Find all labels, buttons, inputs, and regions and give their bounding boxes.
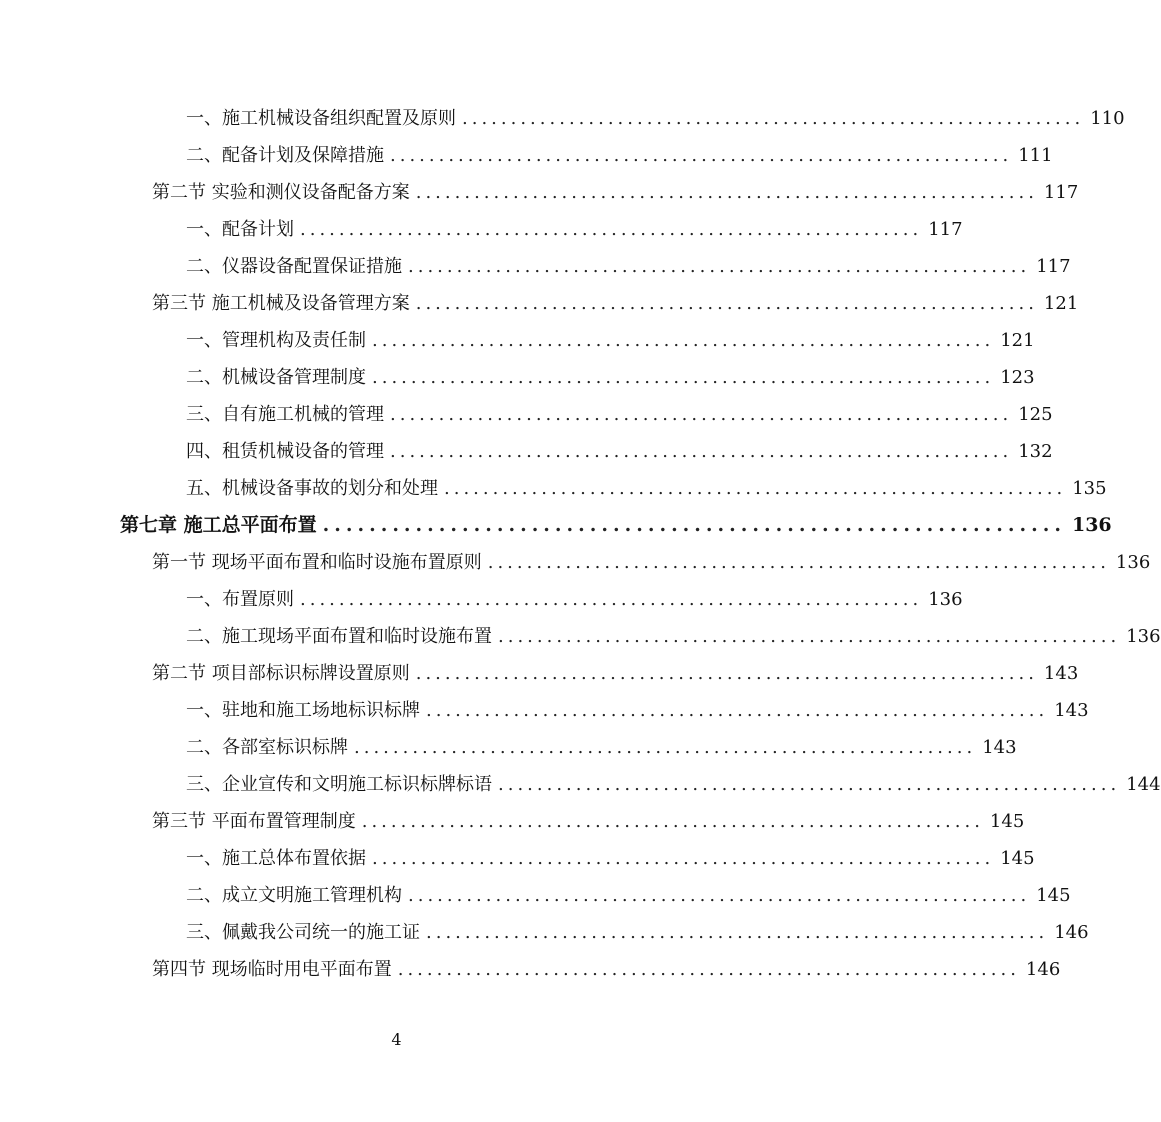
toc-entry-page: 143 [1043,663,1079,684]
dot-leader: ................................................................ [372,848,995,869]
toc-entry[interactable] [186,433,1053,470]
page-number: 4 [391,1030,402,1049]
dot-leader: ................................................................ [498,774,1121,795]
toc-entry[interactable] [186,729,1017,766]
toc-entry-title: 二、机械设备管理制度 [186,367,366,388]
toc-entry-page: 117 [928,219,963,240]
toc-entry[interactable] [186,137,1053,174]
toc-entry-title: 五、机械设备事故的划分和处理 [186,478,438,499]
dot-leader: ................................................................ [415,663,1038,684]
dot-leader: ................................................................ [408,885,1031,906]
toc-entry[interactable] [152,951,1061,988]
toc-entry-page: 146 [1054,922,1089,943]
toc-entry-page: 117 [1043,182,1079,203]
toc-entry-title: 第三节 平面布置管理制度 [152,811,356,832]
toc-chapter-entry[interactable] [120,507,1112,544]
toc-entry-page: 143 [1054,700,1089,721]
toc-entry[interactable] [186,618,1161,655]
toc-entry-title: 一、布置原则 [186,589,294,610]
toc-entry[interactable] [186,322,1035,359]
toc-entry-page: 125 [1018,404,1053,425]
toc-entry[interactable] [186,359,1035,396]
toc-entry[interactable] [152,803,1025,840]
toc-entry-title: 第四节 现场临时用电平面布置 [152,959,392,980]
dot-leader: ................................................................ [390,145,1013,166]
dot-leader: ................................................................ [415,293,1038,314]
toc-entry[interactable] [186,470,1107,507]
toc-entry-title: 第七章 施工总平面布置 [120,514,317,536]
toc-entry-page: 110 [1090,108,1125,129]
toc-entry-page: 111 [1018,145,1053,166]
dot-leader: ................................................................ [322,514,1066,536]
toc-entry-title: 二、配备计划及保障措施 [186,145,384,166]
toc-entry-title: 二、各部室标识标牌 [186,737,348,758]
toc-entry-title: 三、自有施工机械的管理 [186,404,384,425]
dot-leader: ................................................................ [390,441,1013,462]
toc-entry-title: 四、租赁机械设备的管理 [186,441,384,462]
toc-entry-page: 145 [1000,848,1035,869]
toc-entry[interactable] [186,692,1089,729]
toc-entry[interactable] [186,581,963,618]
toc-entry-page: 143 [982,737,1017,758]
dot-leader: ................................................................ [372,367,995,388]
toc-entry-title: 一、配备计划 [186,219,294,240]
toc-entry-page: 117 [1036,256,1071,277]
toc-entry-title: 三、佩戴我公司统一的施工证 [186,922,420,943]
toc-entry-title: 二、仪器设备配置保证措施 [186,256,402,277]
toc-entry[interactable] [152,285,1079,322]
dot-leader: ................................................................ [408,256,1031,277]
toc-entry-title: 二、成立文明施工管理机构 [186,885,402,906]
dot-leader: ................................................................ [372,330,995,351]
toc-entry-page: 136 [1126,626,1161,647]
dot-leader: ................................................................ [498,626,1121,647]
dot-leader: ................................................................ [487,552,1110,573]
toc-entry-title: 第二节 项目部标识标牌设置原则 [152,663,410,684]
toc-entry-page: 136 [1071,514,1112,536]
toc-entry-title: 三、企业宣传和文明施工标识标牌标语 [186,774,492,795]
toc-entry[interactable] [152,174,1079,211]
toc-entry-page: 123 [1000,367,1035,388]
toc-entry-title: 一、管理机构及责任制 [186,330,366,351]
toc-entry-title: 一、施工总体布置依据 [186,848,366,869]
toc-entry-page: 121 [1000,330,1035,351]
toc-entry-page: 146 [1025,959,1061,980]
dot-leader: ................................................................ [354,737,977,758]
dot-leader: ................................................................ [462,108,1085,129]
dot-leader: ................................................................ [426,922,1049,943]
dot-leader: ................................................................ [397,959,1020,980]
toc-entry[interactable] [186,877,1071,914]
toc-entry[interactable] [186,248,1071,285]
toc-entry-page: 145 [1036,885,1071,906]
toc-entry-title: 第二节 实验和测仪设备配备方案 [152,182,410,203]
toc-entry-title: 一、施工机械设备组织配置及原则 [186,108,456,129]
toc-entry[interactable] [186,396,1053,433]
dot-leader: ................................................................ [390,404,1013,425]
dot-leader: ................................................................ [300,219,923,240]
toc-entry-page: 136 [928,589,963,610]
toc-entry-page: 136 [1115,552,1151,573]
toc-entry-page: 144 [1126,774,1161,795]
dot-leader: ................................................................ [300,589,923,610]
toc-entry-page: 132 [1018,441,1053,462]
toc-entry[interactable] [186,211,963,248]
toc-entry[interactable] [186,840,1035,877]
toc-entry[interactable] [186,914,1089,951]
toc-entry[interactable] [186,766,1161,803]
toc-entry-page: 135 [1072,478,1107,499]
dot-leader: ................................................................ [415,182,1038,203]
toc-entry-title: 二、施工现场平面布置和临时设施布置 [186,626,492,647]
toc-entry-title: 一、驻地和施工场地标识标牌 [186,700,420,721]
dot-leader: ................................................................ [426,700,1049,721]
toc-entry-page: 145 [989,811,1025,832]
toc-entry[interactable] [186,100,1125,137]
toc-entry-page: 121 [1043,293,1079,314]
dot-leader: ................................................................ [444,478,1067,499]
toc-entry[interactable] [152,544,1151,581]
toc-entry-title: 第三节 施工机械及设备管理方案 [152,293,410,314]
toc-entry-title: 第一节 现场平面布置和临时设施布置原则 [152,552,482,573]
toc-entry[interactable] [152,655,1079,692]
dot-leader: ................................................................ [361,811,984,832]
